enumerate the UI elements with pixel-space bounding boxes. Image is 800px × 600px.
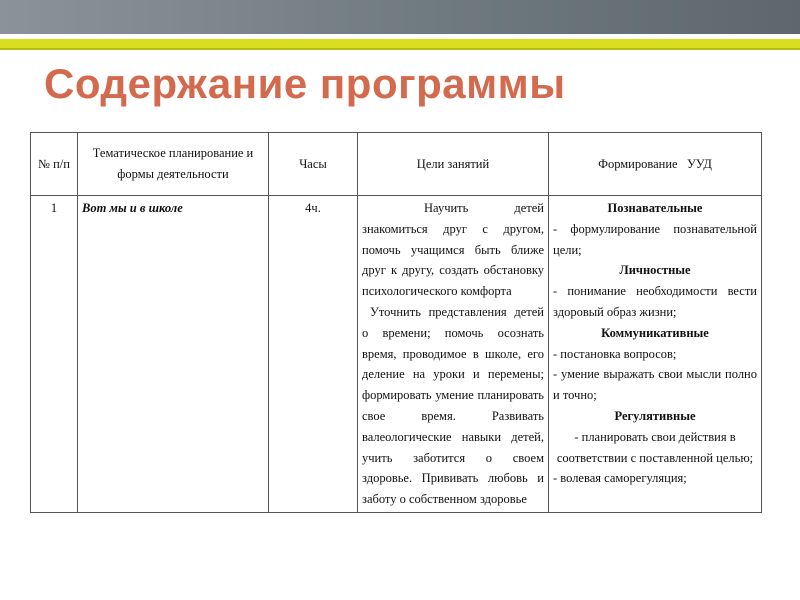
goals-paragraph-1: Научить детей знакомиться друг с другом, помочь учащимся быть ближе друг к другу, создать обстановку психологического комфорта [362, 201, 544, 299]
row-hours: 4ч. [269, 196, 358, 513]
uud-heading-regulatory: Регулятивные [614, 408, 696, 423]
table-row [31, 196, 762, 513]
program-table [30, 132, 762, 513]
uud-text-communicative-1: - постановка вопросов; [553, 346, 677, 361]
slide-header-bar [0, 0, 800, 38]
header-hours: Часы [269, 133, 358, 196]
header-uud: Формирование УУД [549, 133, 762, 196]
row-num: 1 [31, 196, 78, 513]
uud-text-regulatory-1: - планировать свои действия в соответствии с поставленной целью; [556, 429, 754, 465]
header-num: № п/п [31, 133, 78, 196]
uud-heading-communicative: Коммуникативные [601, 325, 709, 340]
table-header-row [31, 133, 762, 196]
row-goals [358, 196, 549, 513]
uud-text-regulatory-2: - волевая саморегуляция; [553, 471, 687, 486]
goals-paragraph-2: Уточнить представления детей о времени; помочь осознать время, проводимое в школе, его деление на уроки и перемены; формировать умение планировать свое время. Развивать валеологические навыки детей, учить заботится о своем здоровье. Прививать любовь и заботу о собственном здоровье [362, 304, 544, 507]
uud-heading-cognitive: Познавательные [607, 201, 703, 215]
uud-text-cognitive: - формулирование познавательной цели; [553, 221, 757, 257]
header-yellow-stripe [0, 39, 800, 48]
header-yellow-shadow [0, 48, 800, 50]
uud-text-communicative-2: - умение выражать свои мысли полно и точно; [553, 367, 757, 403]
row-uud [549, 196, 762, 513]
header-topic: Тематическое планирование и формы деятельности [78, 133, 269, 196]
header-goals: Цели занятий [358, 133, 549, 196]
uud-heading-personal: Личностные [619, 263, 691, 278]
uud-text-personal: - понимание необходимости вести здоровый образ жизни; [553, 284, 757, 319]
row-topic: Вот мы и в школе [78, 196, 269, 513]
slide-title: Содержание программы [44, 60, 566, 107]
